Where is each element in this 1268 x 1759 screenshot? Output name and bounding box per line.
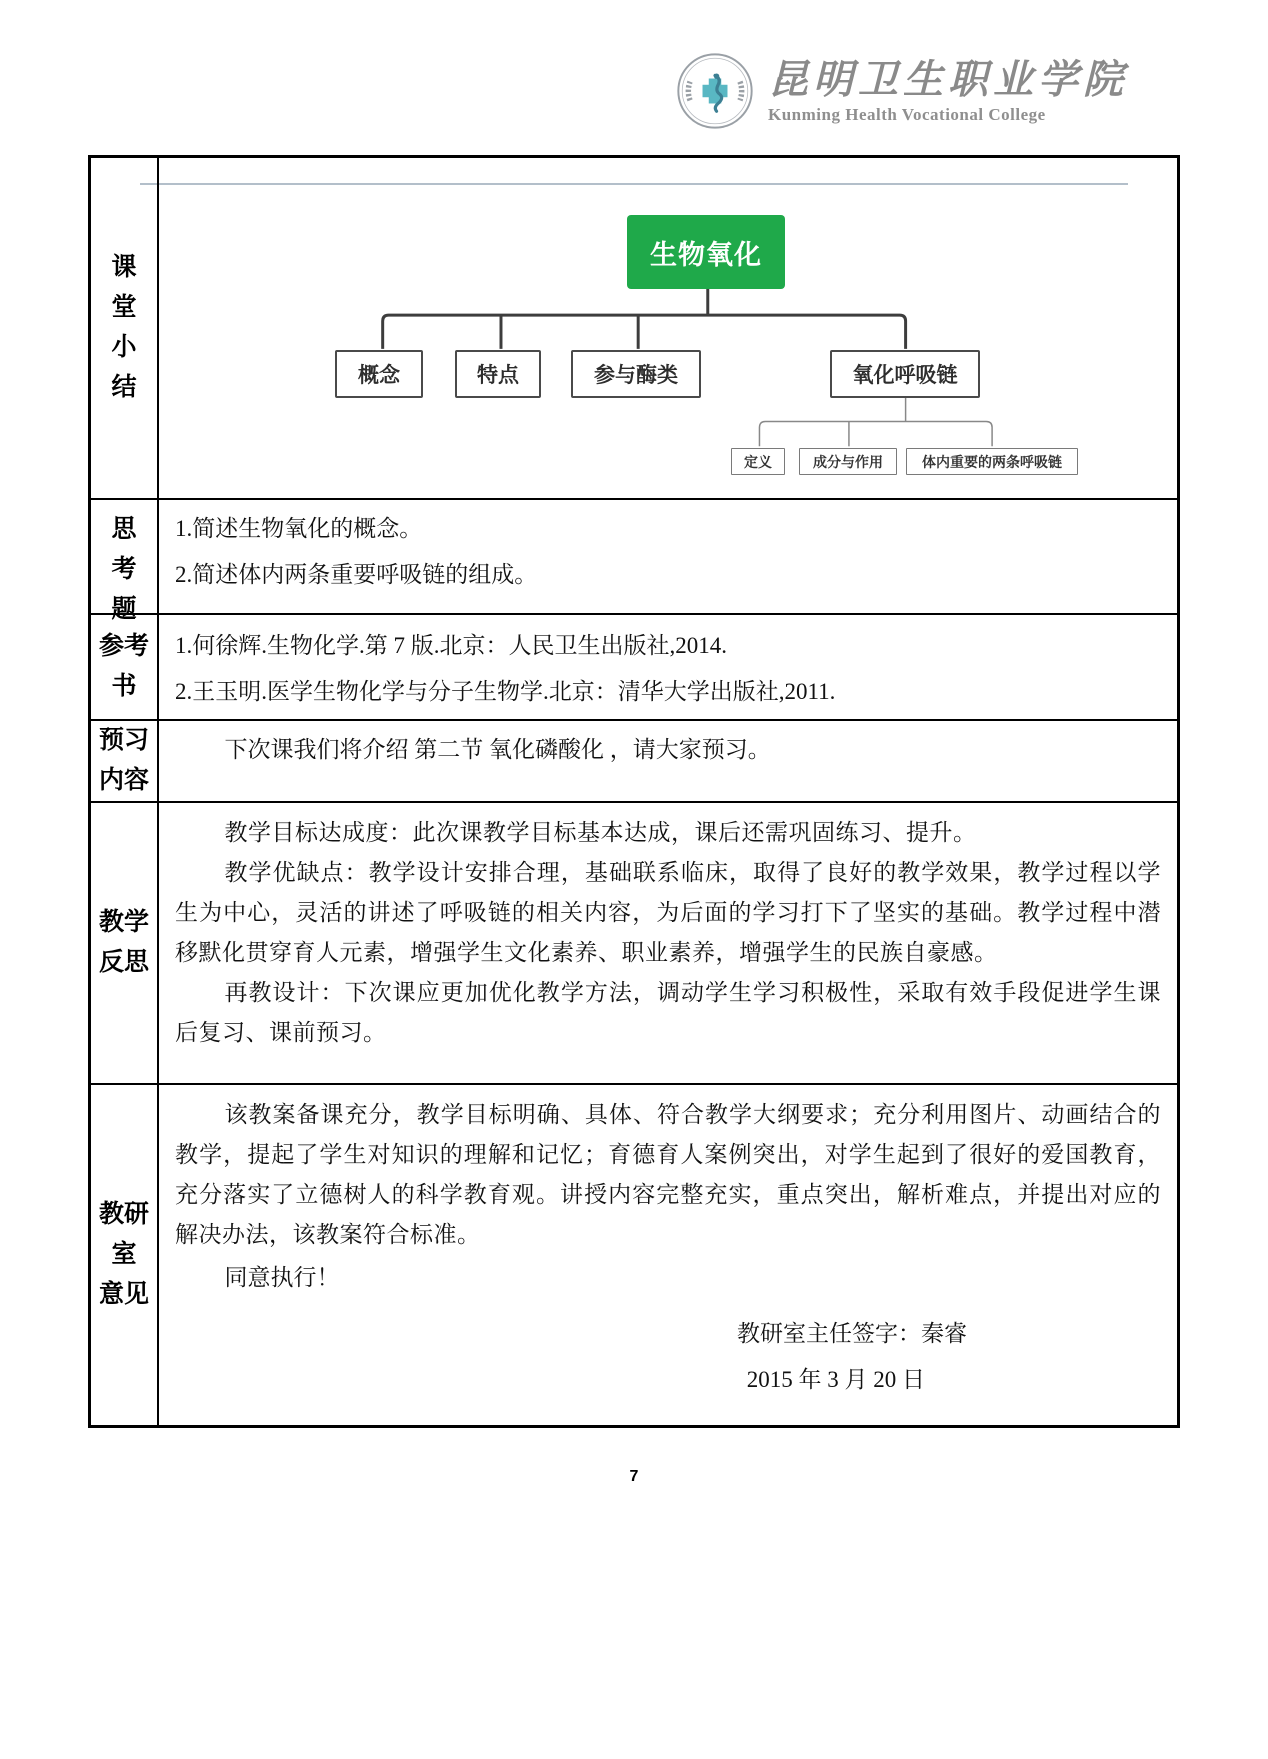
director-signature: 教研室主任签字：秦睿 — [737, 1321, 967, 1346]
college-name-en: Kunming Health Vocational College — [768, 105, 1046, 124]
row-class-summary — [91, 158, 1177, 500]
row-questions — [91, 500, 1177, 623]
question-item: 2.简述体内两条重要呼吸链的组成。 — [175, 562, 538, 587]
signature-date: 2015 年 3 月 20 日 — [746, 1367, 925, 1392]
diagram-root-node: 生物氧化 — [627, 215, 785, 289]
label-char: 结 — [111, 374, 137, 401]
reference-item: 1.何徐辉.生物化学.第 7 版.北京：人民卫生出版社,2014. — [175, 633, 727, 658]
reflection-paragraph: 教学目标达成度：此次课教学目标基本达成，课后还需巩固练习、提升。 — [224, 820, 977, 845]
label-char: 小 — [111, 334, 137, 361]
diagram-connectors — [159, 158, 1177, 498]
label-char: 课 — [111, 254, 137, 281]
reference-item: 2.王玉明.医学生物化学与分子生物学.北京：清华大学出版社,2011. — [175, 679, 836, 704]
row-references — [91, 615, 1177, 721]
label-char: 反思 — [98, 949, 149, 976]
row-label-office-opinion — [91, 1085, 159, 1425]
label-char: 参考 — [98, 633, 149, 660]
preview-text: 下次课我们将介绍 第二节 氧化磷酸化 ，请大家预习。 — [224, 737, 771, 762]
college-seal-logo — [676, 52, 754, 130]
reflection-paragraph: 教学优缺点：教学设计安排合理，基础联系临床，取得了良好的教学效果，教学过程以学生为中心，灵活的讲述了呼吸链的相关内容，为后面的学习打下了坚实的基础。教学过程中潜移默化贯穿育人元素，增强学生文化素养、职业素养，增强学生的民族自豪感。 — [175, 860, 1161, 965]
reflection-paragraph: 再教设计：下次课应更加优化教学方法，调动学生学习积极性，采取有效手段促进学生课后复习、课前预习。 — [175, 980, 1161, 1045]
label-char: 思 — [111, 516, 137, 543]
label-char: 考 — [111, 556, 137, 583]
page-number: 7 — [629, 1468, 639, 1485]
diagram-subnode-components: 成分与作用 — [799, 448, 897, 475]
row-office-opinion — [91, 1085, 1177, 1425]
lesson-plan-table — [88, 155, 1180, 1428]
page-header — [0, 52, 1268, 136]
diagram-node-respiratory-chain: 氧化呼吸链 — [830, 350, 980, 398]
row-reflection — [91, 803, 1177, 1085]
row-label-questions — [91, 500, 159, 623]
row-preview — [91, 721, 1177, 803]
label-char: 堂 — [111, 294, 137, 321]
concept-map — [159, 158, 1177, 498]
diagram-node-enzymes: 参与酶类 — [571, 350, 701, 398]
row-label-reflection — [91, 803, 159, 1083]
diagram-subnode-definition: 定义 — [731, 448, 785, 475]
label-char: 内容 — [98, 767, 149, 794]
diagram-node-features: 特点 — [455, 350, 541, 398]
row-label-references — [91, 615, 159, 719]
row-label-class-summary — [91, 158, 159, 498]
question-item: 1.简述生物氧化的概念。 — [175, 516, 423, 541]
label-char: 室 — [111, 1241, 137, 1268]
approval-text: 同意执行！ — [224, 1265, 340, 1290]
label-char: 预习 — [98, 727, 149, 754]
opinion-paragraph: 该教案备课充分，教学目标明确、具体、符合教学大纲要求；充分利用图片、动画结合的教学，提起了学生对知识的理解和记忆；育德育人案例突出，对学生起到了很好的爱国教育，充分落实了立德树人的科学教育观。讲授内容完整充实，重点突出，解析难点，并提出对应的解决办法，该教案符合标准。 — [175, 1102, 1161, 1247]
diagram-subnode-two-chains: 体内重要的两条呼吸链 — [906, 448, 1078, 475]
label-char: 教学 — [98, 909, 149, 936]
label-char: 书 — [111, 673, 137, 700]
row-label-preview — [91, 721, 159, 801]
label-char: 意见 — [98, 1281, 149, 1308]
label-char: 题 — [111, 596, 137, 623]
college-name-zh: 昆明卫生职业学院 — [768, 57, 1128, 102]
diagram-node-concept: 概念 — [335, 350, 423, 398]
label-char: 教研 — [98, 1201, 149, 1228]
